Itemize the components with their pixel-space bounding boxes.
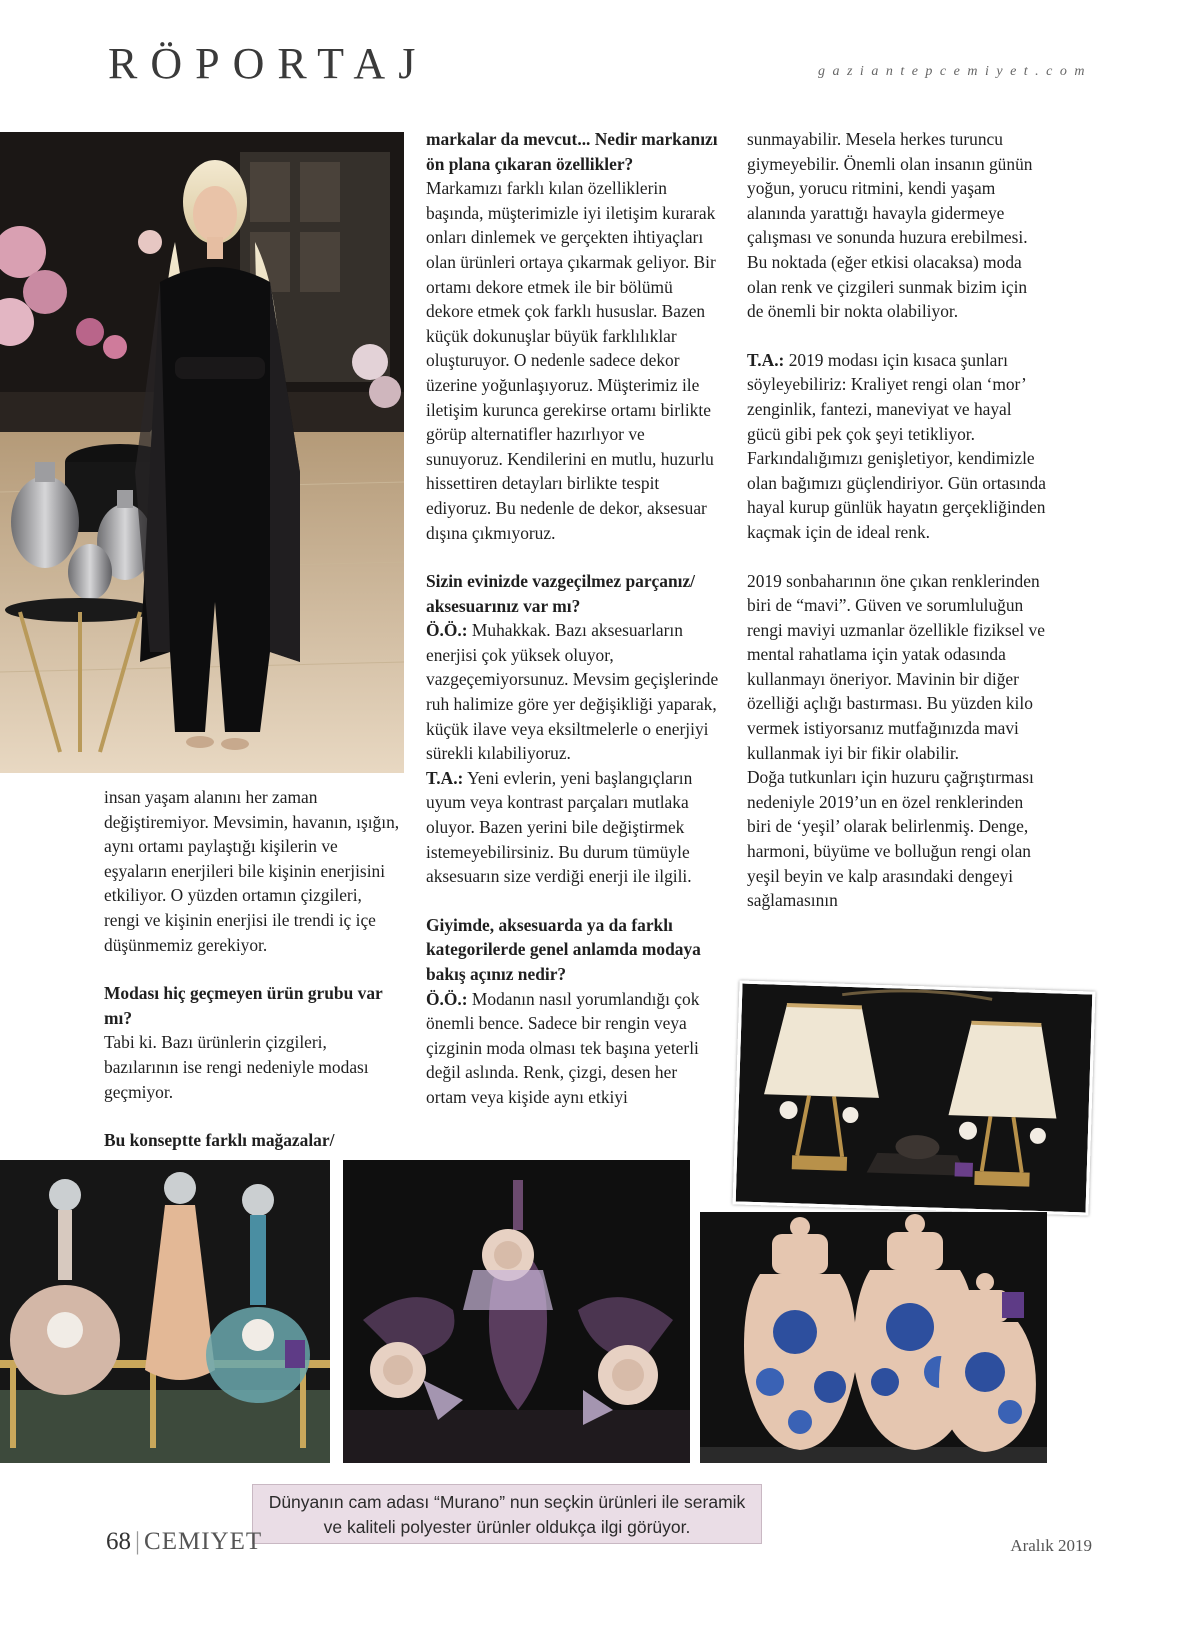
bottles-illustration xyxy=(0,1160,330,1463)
col2-para-3 xyxy=(426,766,720,889)
photo-glass-roses xyxy=(343,1160,690,1463)
ceramic-vases-illustration xyxy=(700,1212,1047,1463)
speaker-label: Ö.Ö.: xyxy=(426,620,468,641)
col3-para-4: Doğa tutkunları için huzuru çağrıştırması nedeniyle 2019’un en özel renklerinden biri de ‘yeşil’ olarak belirlenmiş. Denge, harmoni, büyüme ve bolluğun rengi olan yeşil beyin ve kalp arasındaki dengeyi sağlamasının xyxy=(747,767,1034,911)
issue-date: Aralık 2019 xyxy=(1010,1536,1092,1555)
photo-murano-bottles xyxy=(0,1160,330,1463)
glass-roses-illustration xyxy=(343,1160,690,1463)
col1-para-2: Tabi ki. Bazı ürünlerin çizgileri, bazılarının ise rengi nedeniyle modası geçmiyor. xyxy=(104,1032,369,1102)
portrait-illustration xyxy=(0,132,404,773)
lamps-illustration xyxy=(736,984,1093,1213)
col3-para-2 xyxy=(747,348,1047,545)
magazine-name: CEMIYET xyxy=(144,1528,263,1555)
answer-text: Yeni evlerin, yeni başlangıçların uyum veya kontrast parçaları mutlaka oluyor. Bazen yerini bile değiştirmek istemeyebilirsiniz. Bu durum tümüyle aksesuarın size verdiği enerji ile ilgili. xyxy=(426,767,693,887)
photo-caption xyxy=(252,1484,762,1544)
col2-para-2 xyxy=(426,618,720,766)
answer-text: Muhakkak. Bazı aksesuarların enerjisi çok yüksek oluyor, vazgeçemiyorsunuz. Mevsim geçişlerinde ruh halimize göre yer değişikliği yaparak, küçük ilave veya eksiltmelerle o enerjiyi sürekli kılabiliyoruz. xyxy=(426,620,719,764)
column-1 xyxy=(104,785,400,1153)
col2-question-2: Sizin evinizde vazgeçilmez parçanız/ aksesuarınız var mı? xyxy=(426,571,696,616)
column-2 xyxy=(426,127,720,1110)
column-3 xyxy=(747,127,1047,913)
photo-lamps xyxy=(733,980,1096,1215)
section-title: RÖPORTAJ xyxy=(108,39,429,88)
page-number: 68 xyxy=(106,1528,131,1555)
col1-question-1: Modası hiç geçmeyen ürün grubu var mı? xyxy=(104,983,383,1028)
footer-folio xyxy=(106,1528,262,1556)
col3-para-1: sunmayabilir. Mesela herkes turuncu giymeyebilir. Önemli olan insanın günün yoğun, yorucu ritmini, kendi yaşam alanında yarattığı havayla gidermeye çalışması ve sonunda huzura erebilmesi. Bu noktada (eğer etkisi olacaksa) moda olan renk ve çizgileri sunmak bizim için de önemli bir nokta olabiliyor. xyxy=(747,129,1033,322)
col1-question-2: Bu konseptte farklı mağazalar/ xyxy=(104,1130,335,1151)
col2-para-1: Markamızı farklı kılan özelliklerin başında, müşterimizle iyi iletişim kurarak onları dinlemek ve gerçekten ihtiyaçları olan ürünleri ortaya çıkarmak geliyor. Bir ortamı dekore etmek ile bir bölümü dekore etmek çok farklı hususlar. Bazen küçük dokunuşlar büyük farklılıklar oluşturuyor. O nedenle sadece dekor üzerine yoğunlaşıyoruz. Müşterimiz ile iletişim kurunca gerekirse ortamı birlikte görüp alternatifler hazırlıyor ve sunuyoruz. Kendilerini en mutlu, huzurlu hissettiren detayları birlikte tespit ediyoruz. Bu nedenle de dekor, aksesuar dışına çıkmıyoruz. xyxy=(426,178,716,543)
col1-para-1: insan yaşam alanını her zaman değiştiremiyor. Mevsimin, havanın, ışığın, aynı ortamı paylaştığı kişilerin ve eşyaların enerjileri bile kişinin enerjisini etkiliyor. O yüzden ortamın çizgileri, rengi ve kişinin enerjisi ile trendi iç içe düşünmemiz gerekiyor. xyxy=(104,787,400,955)
answer-text: Modanın nasıl yorumlandığı çok önemli bence. Sadece bir rengin veya çizginin moda olması tek başına yeterli değil aslında. Renk, çizgi, desen her ortam veya kişide aynı etkiyi xyxy=(426,988,700,1107)
site-url: gaziantepcemiyet.com xyxy=(817,64,1092,79)
col2-para-4 xyxy=(426,987,720,1110)
folio-separator: | xyxy=(135,1528,141,1555)
caption-line-2: ve kaliteli polyester ürünler oldukça ilgi görüyor. xyxy=(323,1517,691,1537)
answer-text: 2019 modası için kısaca şunları söyleyebiliriz: Kraliyet rengi olan ‘mor’ zenginlik, fantezi, maneviyat ve hayal gücü gibi pek çok şeyi tetikliyor. Farkındalığımızı genişletiyor, kendimizle olan bağımızı güçlendiriyor. Gün ortasında hayal kurup günlük hayatın gerçekliğinden kaçmak için de ideal renk. xyxy=(747,349,1046,542)
caption-line-1: Dünyanın cam adası “Murano” nun seçkin ürünleri ile seramik xyxy=(268,1492,746,1512)
col2-question-1: markalar da mevcut... Nedir markanızı ön plana çıkaran özellikler? xyxy=(426,129,718,174)
col3-para-3: 2019 sonbaharının öne çıkan renklerinden biri de “mavi”. Güven ve sorumluluğun rengi maviyi uzmanlar özellikle fiziksel ve mental rahatlama için yatak odasında kullanmayı öneriyor. Mavinin bir diğer özelliği açlığı bastırması. Bu yüzden kilo vermek istiyorsanız mutfağınızda mavi kullanmak iyi bir fikir olabilir. xyxy=(747,570,1045,763)
col2-question-3: Giyimde, aksesuarda ya da farklı kategorilerde genel anlamda modaya bakış açınız nedir? xyxy=(426,914,701,984)
speaker-label: Ö.Ö.: xyxy=(426,988,468,1009)
speaker-label: T.A.: xyxy=(747,349,785,370)
photo-portrait xyxy=(0,132,404,773)
speaker-label: T.A.: xyxy=(426,767,464,788)
photo-ceramic-vases xyxy=(700,1212,1047,1463)
